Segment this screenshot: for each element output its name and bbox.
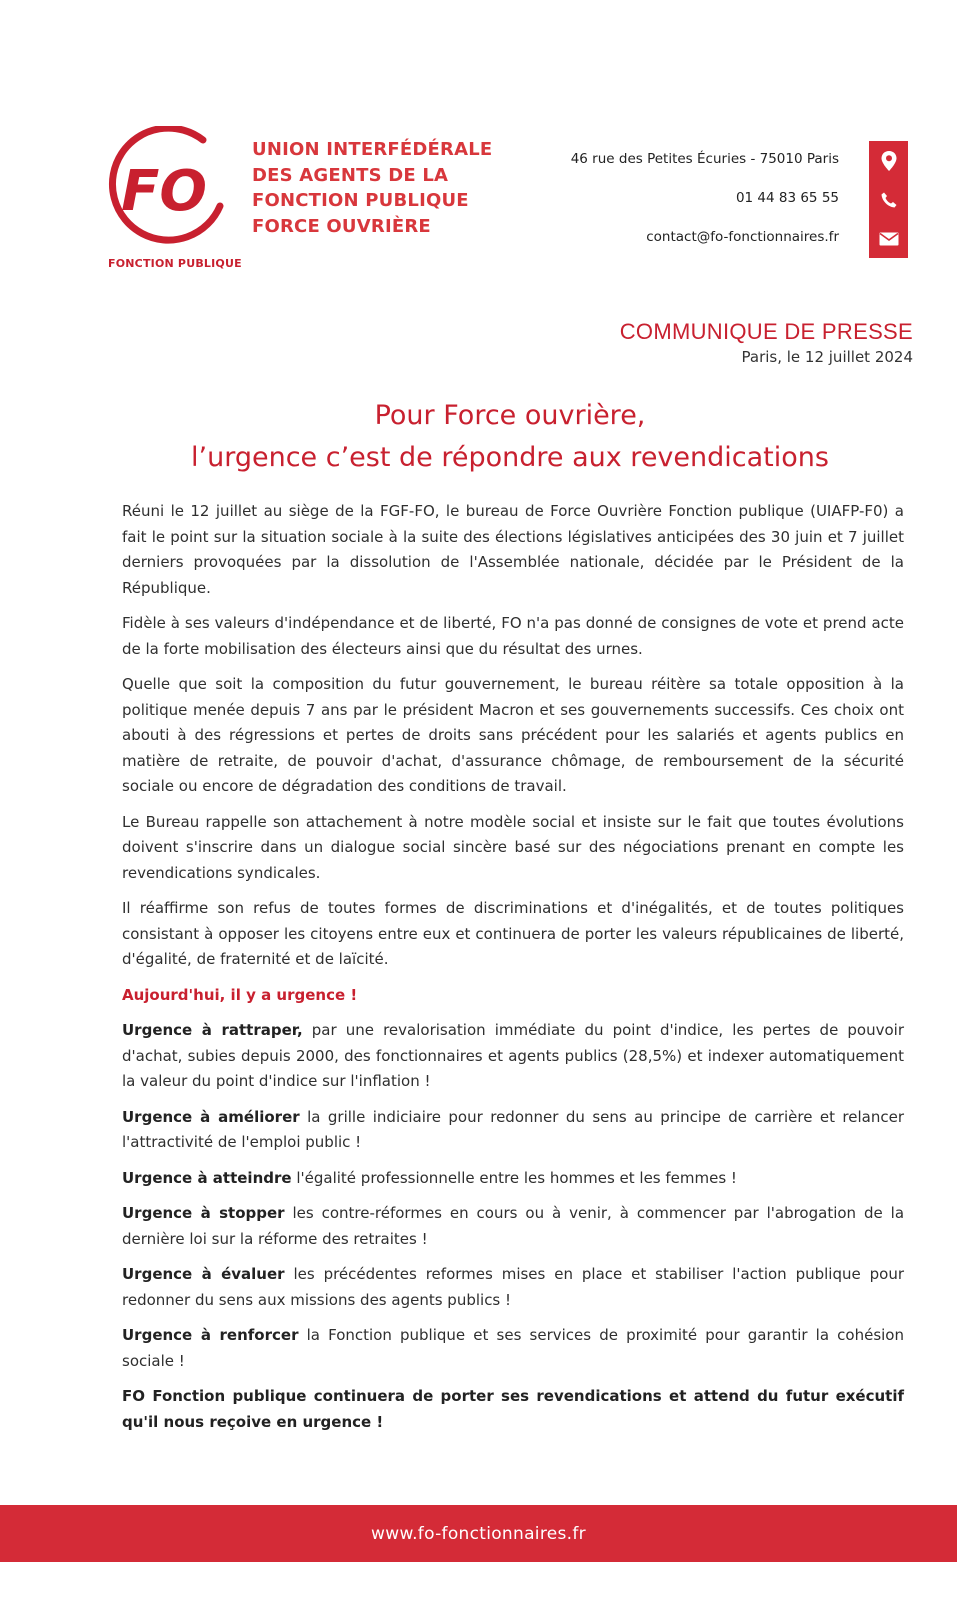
closing-text: FO Fonction publique continuera de porter ses revendications et attend du futur exécutif qu'il nous reçoive en urgence ! [122, 1387, 904, 1431]
paragraph: Réuni le 12 juillet au siège de la FGF-FO, le bureau de Force Ouvrière Fonction publique (UIAFP-F0) a fait le point sur la situation sociale à la suite des élections législatives anticipées des 30 juin et 7 juillet derniers provoquées par la dissolution de l'Assemblée nationale, décidée par le Président de la République. [122, 502, 904, 597]
urgency-item [122, 1105, 904, 1156]
urgency-item [122, 1166, 904, 1192]
urgency-text: les contre-réformes en cours ou à venir, à commencer par l'abrogation de la dernière loi sur la réforme des retraites ! [122, 1204, 905, 1248]
phone-icon [869, 180, 908, 219]
urgency-label: Urgence à renforcer [122, 1326, 299, 1344]
org-line: FORCE OUVRIÈRE [252, 215, 431, 237]
article-body [122, 499, 904, 1445]
email-link[interactable]: contact@fo-fonctionnaires.fr [646, 229, 839, 245]
urgency-heading: Aujourd'hui, il y a urgence ! [122, 985, 358, 1004]
urgency-text: par une revalorisation immédiate du point d'indice, les pertes de pouvoir d'achat, subies depuis 2000, des fonctionnaires et agents publics (28,5%) et indexer automatiquement la valeur du point d'indice sur l'inflation ! [122, 1021, 904, 1090]
urgency-label: Urgence à atteindre [122, 1168, 292, 1187]
urgency-item [122, 1018, 904, 1095]
org-line: UNION INTERFÉDÉRALE [252, 139, 493, 160]
title-line-2: l’urgence c’est de répondre aux revendications [191, 442, 829, 473]
fo-logo [108, 126, 238, 271]
logo-subtitle: FONCTION PUBLIQUE [108, 257, 242, 270]
paragraph: Fidèle à ses valeurs d'indépendance et de liberté, FO n'a pas donné de consignes de vote et prend acte de la forte mobilisation des électeurs ainsi que du résultat des urnes. [122, 614, 904, 658]
logo-text: FO [121, 159, 207, 224]
press-date: Paris, le 12 juillet 2024 [741, 348, 913, 366]
page-title [0, 395, 957, 479]
title-line-1: Pour Force ouvrière, [374, 400, 646, 431]
press-label: COMMUNIQUE DE PRESSE [619, 319, 913, 344]
footer-bar [0, 1505, 957, 1562]
fo-logo-mark [108, 126, 238, 254]
paragraph: Quelle que soit la composition du futur gouvernement, le bureau réitère sa totale opposition à la politique menée depuis 7 ans par le président Macron et ses gouvernements successifs. Ces choix ont abouti à des régressions et pertes de droits sans précédent pour les salariés et agents publics en matière de retraite, de pouvoir d'achat, d'assurance chômage, de remboursement de la sécurité sociale ou encore de dégradation des conditions de travail. [122, 675, 904, 795]
urgency-text: l'égalité professionnelle entre les hommes et les femmes ! [291, 1168, 737, 1187]
contact-icons [869, 141, 908, 258]
urgency-text: les précédentes reformes mises en place et stabiliser l'action publique pour redonner du sens aux missions des agents publics ! [122, 1265, 904, 1309]
location-pin-icon [869, 141, 908, 180]
urgency-label: Urgence à évaluer [122, 1265, 285, 1283]
urgency-label: Urgence à rattraper, [122, 1021, 303, 1039]
mail-icon [869, 219, 908, 258]
org-line: FONCTION PUBLIQUE [252, 190, 469, 211]
urgency-label: Urgence à améliorer [122, 1107, 300, 1126]
closing-statement [122, 1384, 904, 1435]
urgency-label: Urgence à stopper [122, 1204, 285, 1222]
urgency-item [122, 1323, 904, 1374]
org-line: DES AGENTS DE LA [252, 164, 449, 186]
press-header [620, 319, 913, 366]
contact-block [571, 139, 839, 256]
organization-name [252, 137, 492, 239]
urgency-text: la Fonction publique et ses services de proximité pour garantir la cohésion sociale ! [122, 1326, 904, 1370]
paragraph: Le Bureau rappelle son attachement à notre modèle social et insiste sur le fait que toutes évolutions doivent s'inscrire dans un dialogue social sincère basé sur des négociations prenant en compte les revendications syndicales. [122, 812, 904, 882]
paragraph: Il réaffirme son refus de toutes formes de discriminations et d'inégalités, et de toutes politiques consistant à opposer les citoyens entre eux et continuera de porter les valeurs républicaines de liberté, d'égalité, de fraternité et de laïcité. [122, 899, 904, 968]
footer-url-link[interactable]: www.fo-fonctionnaires.fr [371, 1523, 586, 1544]
phone-text[interactable]: 01 44 83 65 55 [735, 190, 839, 206]
urgency-text: la grille indiciaire pour redonner du sens au principe de carrière et relancer l'attractivité de l'emploi public ! [122, 1107, 904, 1151]
address-text: 46 rue des Petites Écuries - 75010 Paris [570, 151, 839, 167]
urgency-item [122, 1262, 904, 1313]
urgency-item [122, 1201, 904, 1252]
